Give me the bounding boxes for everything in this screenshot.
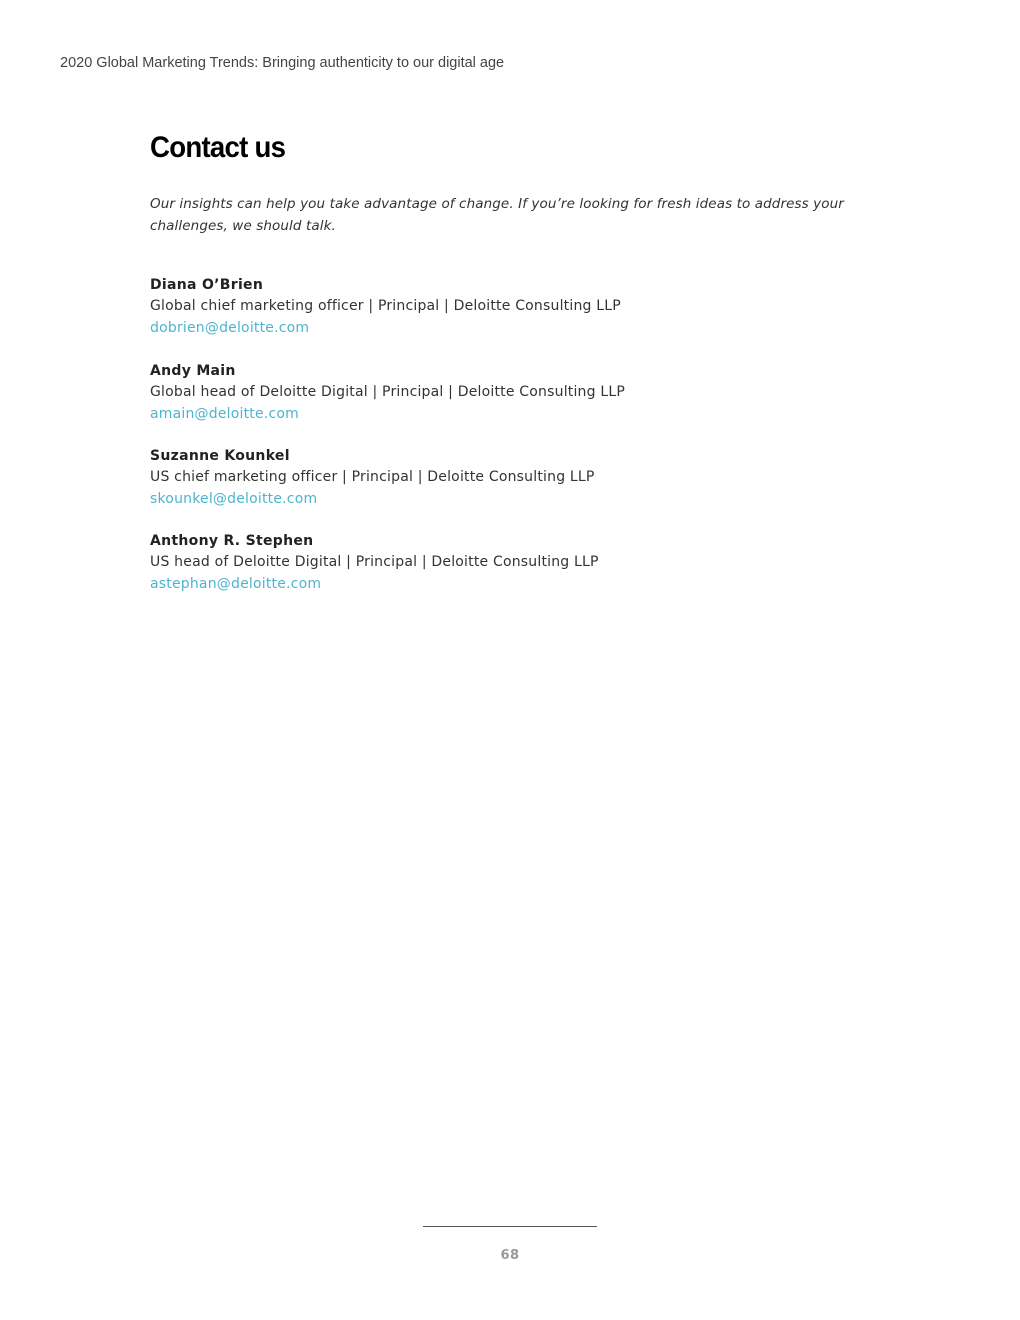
contact-card-diana-obrien [150, 275, 850, 339]
contact-card-anthony-stephen [150, 531, 850, 595]
contact-section [150, 128, 850, 237]
intro-paragraph: Our insights can help you take advantage of change. If you’re looking for fresh ideas to address your challenges, we should talk. [150, 196, 844, 234]
contact-card-suzanne-kounkel [150, 446, 850, 510]
contact-email-link[interactable]: astephan@deloitte.com [150, 576, 322, 592]
contact-card-andy-main [150, 361, 850, 425]
contact-email-link[interactable]: dobrien@deloitte.com [150, 320, 310, 336]
contact-name: Anthony R. Stephen [150, 533, 314, 549]
contact-name: Diana O’Brien [150, 277, 264, 293]
contact-name: Andy Main [150, 363, 236, 379]
contact-role: US head of Deloitte Digital | Principal | Deloitte Consulting LLP [150, 554, 599, 570]
contact-email-link[interactable]: skounkel@deloitte.com [150, 491, 318, 507]
contact-role: Global chief marketing officer | Principal | Deloitte Consulting LLP [150, 298, 621, 314]
contact-email-link[interactable]: amain@deloitte.com [150, 406, 299, 422]
footer-divider [423, 1226, 597, 1227]
running-header-title: 2020 Global Marketing Trends: Bringing authenticity to our digital age [60, 55, 505, 71]
page-title: Contact us [150, 131, 286, 164]
contact-name: Suzanne Kounkel [150, 448, 290, 464]
contact-role: US chief marketing officer | Principal | Deloitte Consulting LLP [150, 469, 595, 485]
page-number: 68 [500, 1248, 520, 1263]
contact-role: Global head of Deloitte Digital | Principal | Deloitte Consulting LLP [150, 384, 626, 400]
